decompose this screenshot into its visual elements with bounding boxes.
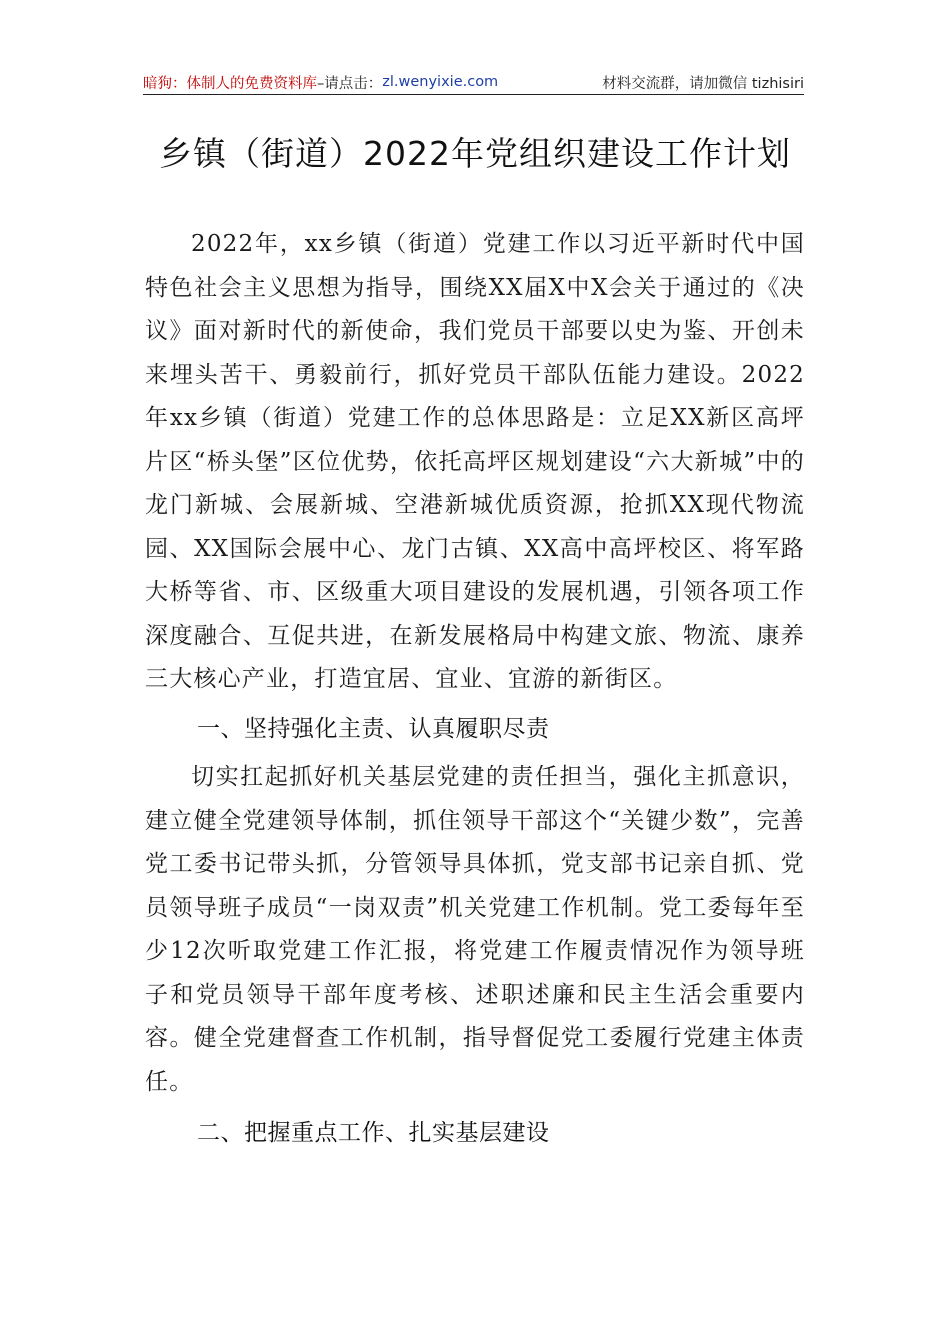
site-url-link[interactable]: zl.wenyixie.com (382, 74, 499, 90)
intro-paragraph: 2022年，xx乡镇（街道）党建工作以习近平新时代中国特色社会主义思想为指导，围绕XX届X中X会关于通过的《决议》面对新时代的新使命，我们党员干部要以史为鉴、开创未来埋头苦干、勇毅前行，抓好党员干部队伍能力建设。2022年xx乡镇（街道）党建工作的总体思路是：立足XX新区高坪片区“桥头堡”区位优势，依托高坪区规划建设“六大新城”中的龙门新城、会展新城、空港新城优质资源，抢抓XX现代物流园、XX国际会展中心、龙门古镇、XX高中高坪校区、将军路大桥等省、市、区级重大项目建设的发展机遇，引领各项工作深度融合、互促共进，在新发展格局中构建文旅、物流、康养三大核心产业，打造宜居、宜业、宜游的新街区。 (145, 231, 805, 692)
document-title: 乡镇（街道）2022年党组织建设工作计划 (159, 134, 791, 173)
section-1-paragraph: 切实扛起抓好机关基层党建的责任担当，强化主抓意识，建立健全党建领导体制，抓住领导干部这个“关键少数”，完善党工委书记带头抓，分管领导具体抓，党支部书记亲自抓、党员领导班子成员“一岗双责”机关党建工作机制。党工委每年至少12次听取党建工作汇报，将党建工作履责情况作为领导班子和党员领导干部年度考核、述职述廉和民主生活会重要内容。健全党建督查工作机制，指导督促党工委履行党建主体责任。 (145, 764, 805, 1095)
click-prompt: –请点击： (317, 75, 383, 92)
document-body (145, 223, 805, 1156)
site-label[interactable]: 暗狗：体制人的免费资料库 (143, 75, 317, 92)
page-header (143, 70, 804, 95)
section-heading-1: 一、坚持强化主责、认真履职尽责 (197, 715, 550, 742)
header-left (143, 72, 498, 93)
contact-info: 材料交流群，请加微信 tizhisiri (602, 75, 804, 92)
section-heading-2: 二、把握重点工作、扎实基层建设 (197, 1120, 550, 1146)
